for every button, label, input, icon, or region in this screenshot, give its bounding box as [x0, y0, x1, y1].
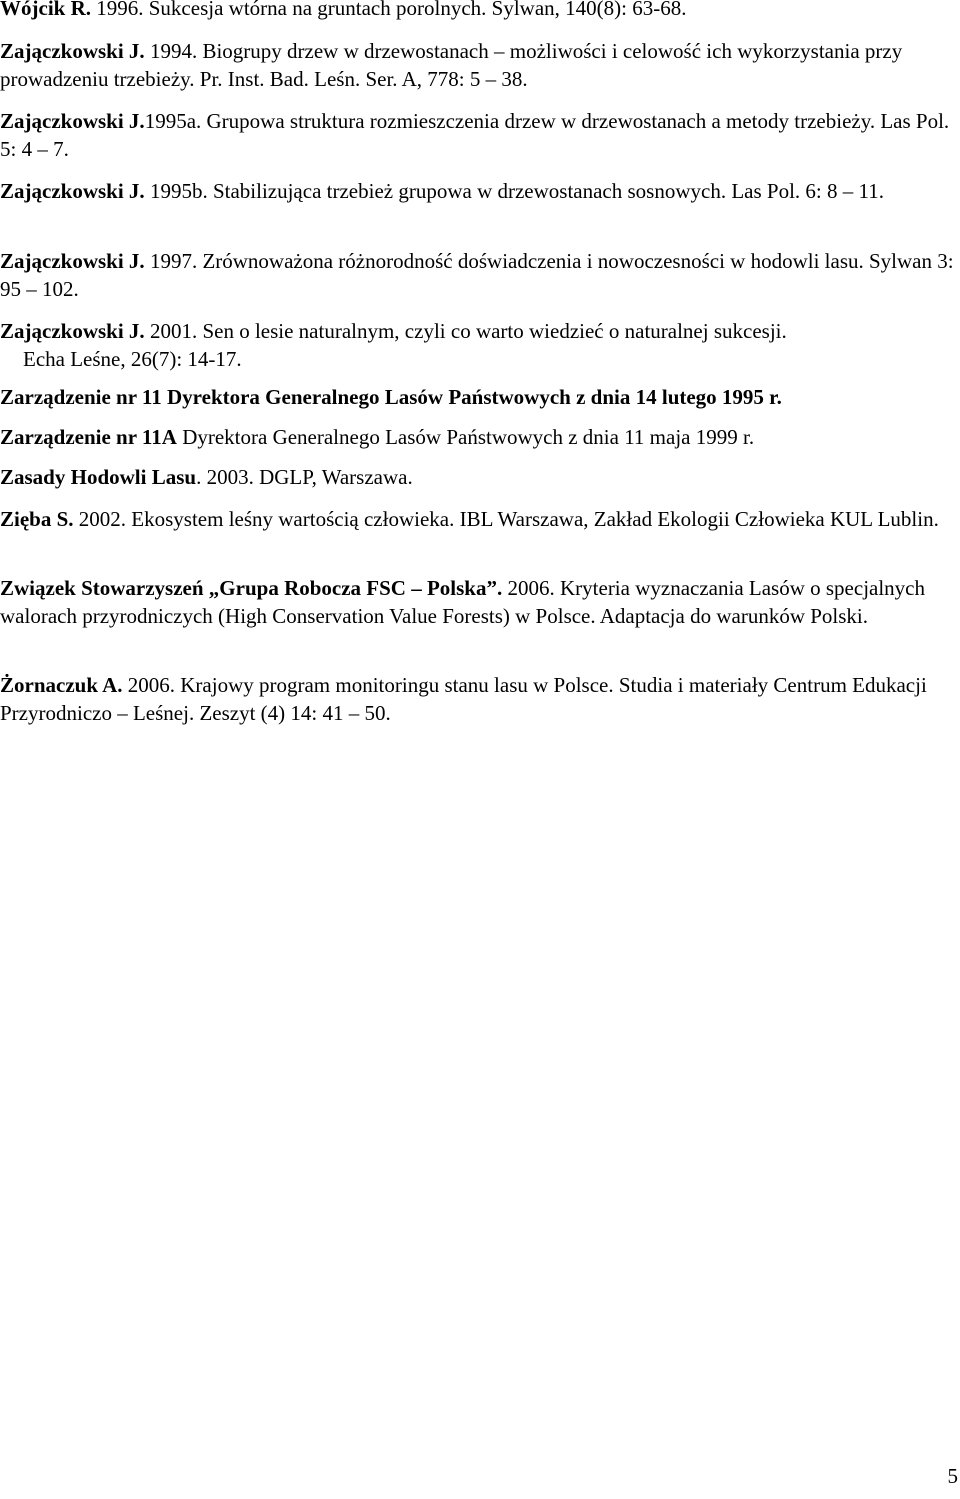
reference-text: Dyrektora Generalnego Lasów Państwowych z dnia 11 maja 1999 r. [176, 425, 755, 449]
reference-text: 1995a. Grupowa struktura rozmieszczenia drzew w drzewostanach a metody trzebieży. Las Pol. 5: 4 – 7. [0, 109, 950, 161]
reference-author: Zajączkowski J. [0, 109, 145, 133]
reference-text: 1996. Sukcesja wtórna na gruntach porolnych. Sylwan, 140(8): 63-68. [91, 0, 687, 20]
reference-entry [0, 671, 958, 727]
reference-author: Zajączkowski J. [0, 249, 145, 273]
reference-author: Związek Stowarzyszeń „Grupa Robocza FSC – Polska”. [0, 576, 503, 600]
reference-entry [0, 107, 958, 163]
reference-entry [0, 383, 958, 411]
reference-author: Żornaczuk A. [0, 673, 123, 697]
reference-text: 1997. Zrównoważona różnorodność doświadczenia i nowoczesności w hodowli lasu. Sylwan 3: 95 – 102. [0, 249, 954, 301]
reference-text-continued: Echa Leśne, 26(7): 14-17. [23, 347, 242, 371]
reference-text: 1995b. Stabilizująca trzebież grupowa w drzewostanach sosnowych. Las Pol. 6: 8 – 11. [144, 179, 884, 203]
reference-text: 1994. Biogrupy drzew w drzewostanach – możliwości i celowość ich wykorzystania przy prowadzeniu trzebieży. Pr. Inst. Bad. Leśn. Ser. A, 778: 5 – 38. [0, 39, 903, 91]
reference-text: 2006. Krajowy program monitoringu stanu lasu w Polsce. Studia i materiały Centrum Edukacji Przyrodniczo – Leśnej. Zeszyt (4) 14: 41 – 50. [0, 673, 927, 725]
reference-entry [0, 574, 958, 630]
reference-text: . 2003. DGLP, Warszawa. [196, 465, 413, 489]
reference-author: Zajączkowski J. [0, 179, 145, 203]
reference-author: Zarządzenie nr 11A [0, 425, 177, 449]
reference-entry [0, 423, 958, 451]
reference-text: 2006. Kryteria wyznaczania Lasów o specjalnych walorach przyrodniczych (High Conservation Value Forests) w Polsce. Adaptacja do warunków Polski. [0, 576, 925, 628]
reference-entry [0, 463, 958, 491]
reference-author: Zięba S. [0, 507, 74, 531]
reference-entry [0, 247, 958, 303]
reference-text: 2001. Sen o lesie naturalnym, czyli co warto wiedzieć o naturalnej sukcesji. [144, 319, 787, 343]
page-number: 5 [947, 1464, 958, 1488]
reference-author: Wójcik R. [0, 0, 91, 20]
reference-entry [0, 177, 958, 205]
reference-entry [0, 0, 958, 22]
reference-author: Zarządzenie nr 11 Dyrektora Generalnego Lasów Państwowych z dnia 14 lutego 1995 r. [0, 385, 782, 409]
reference-entry [0, 37, 958, 93]
reference-entry [0, 505, 958, 533]
reference-author: Zasady Hodowli Lasu [0, 465, 197, 489]
reference-text: 2002. Ekosystem leśny wartością człowieka. IBL Warszawa, Zakład Ekologii Człowieka KUL Lublin. [73, 507, 939, 531]
reference-entry [0, 317, 958, 373]
reference-author: Zajączkowski J. [0, 39, 145, 63]
reference-author: Zajączkowski J. [0, 319, 145, 343]
